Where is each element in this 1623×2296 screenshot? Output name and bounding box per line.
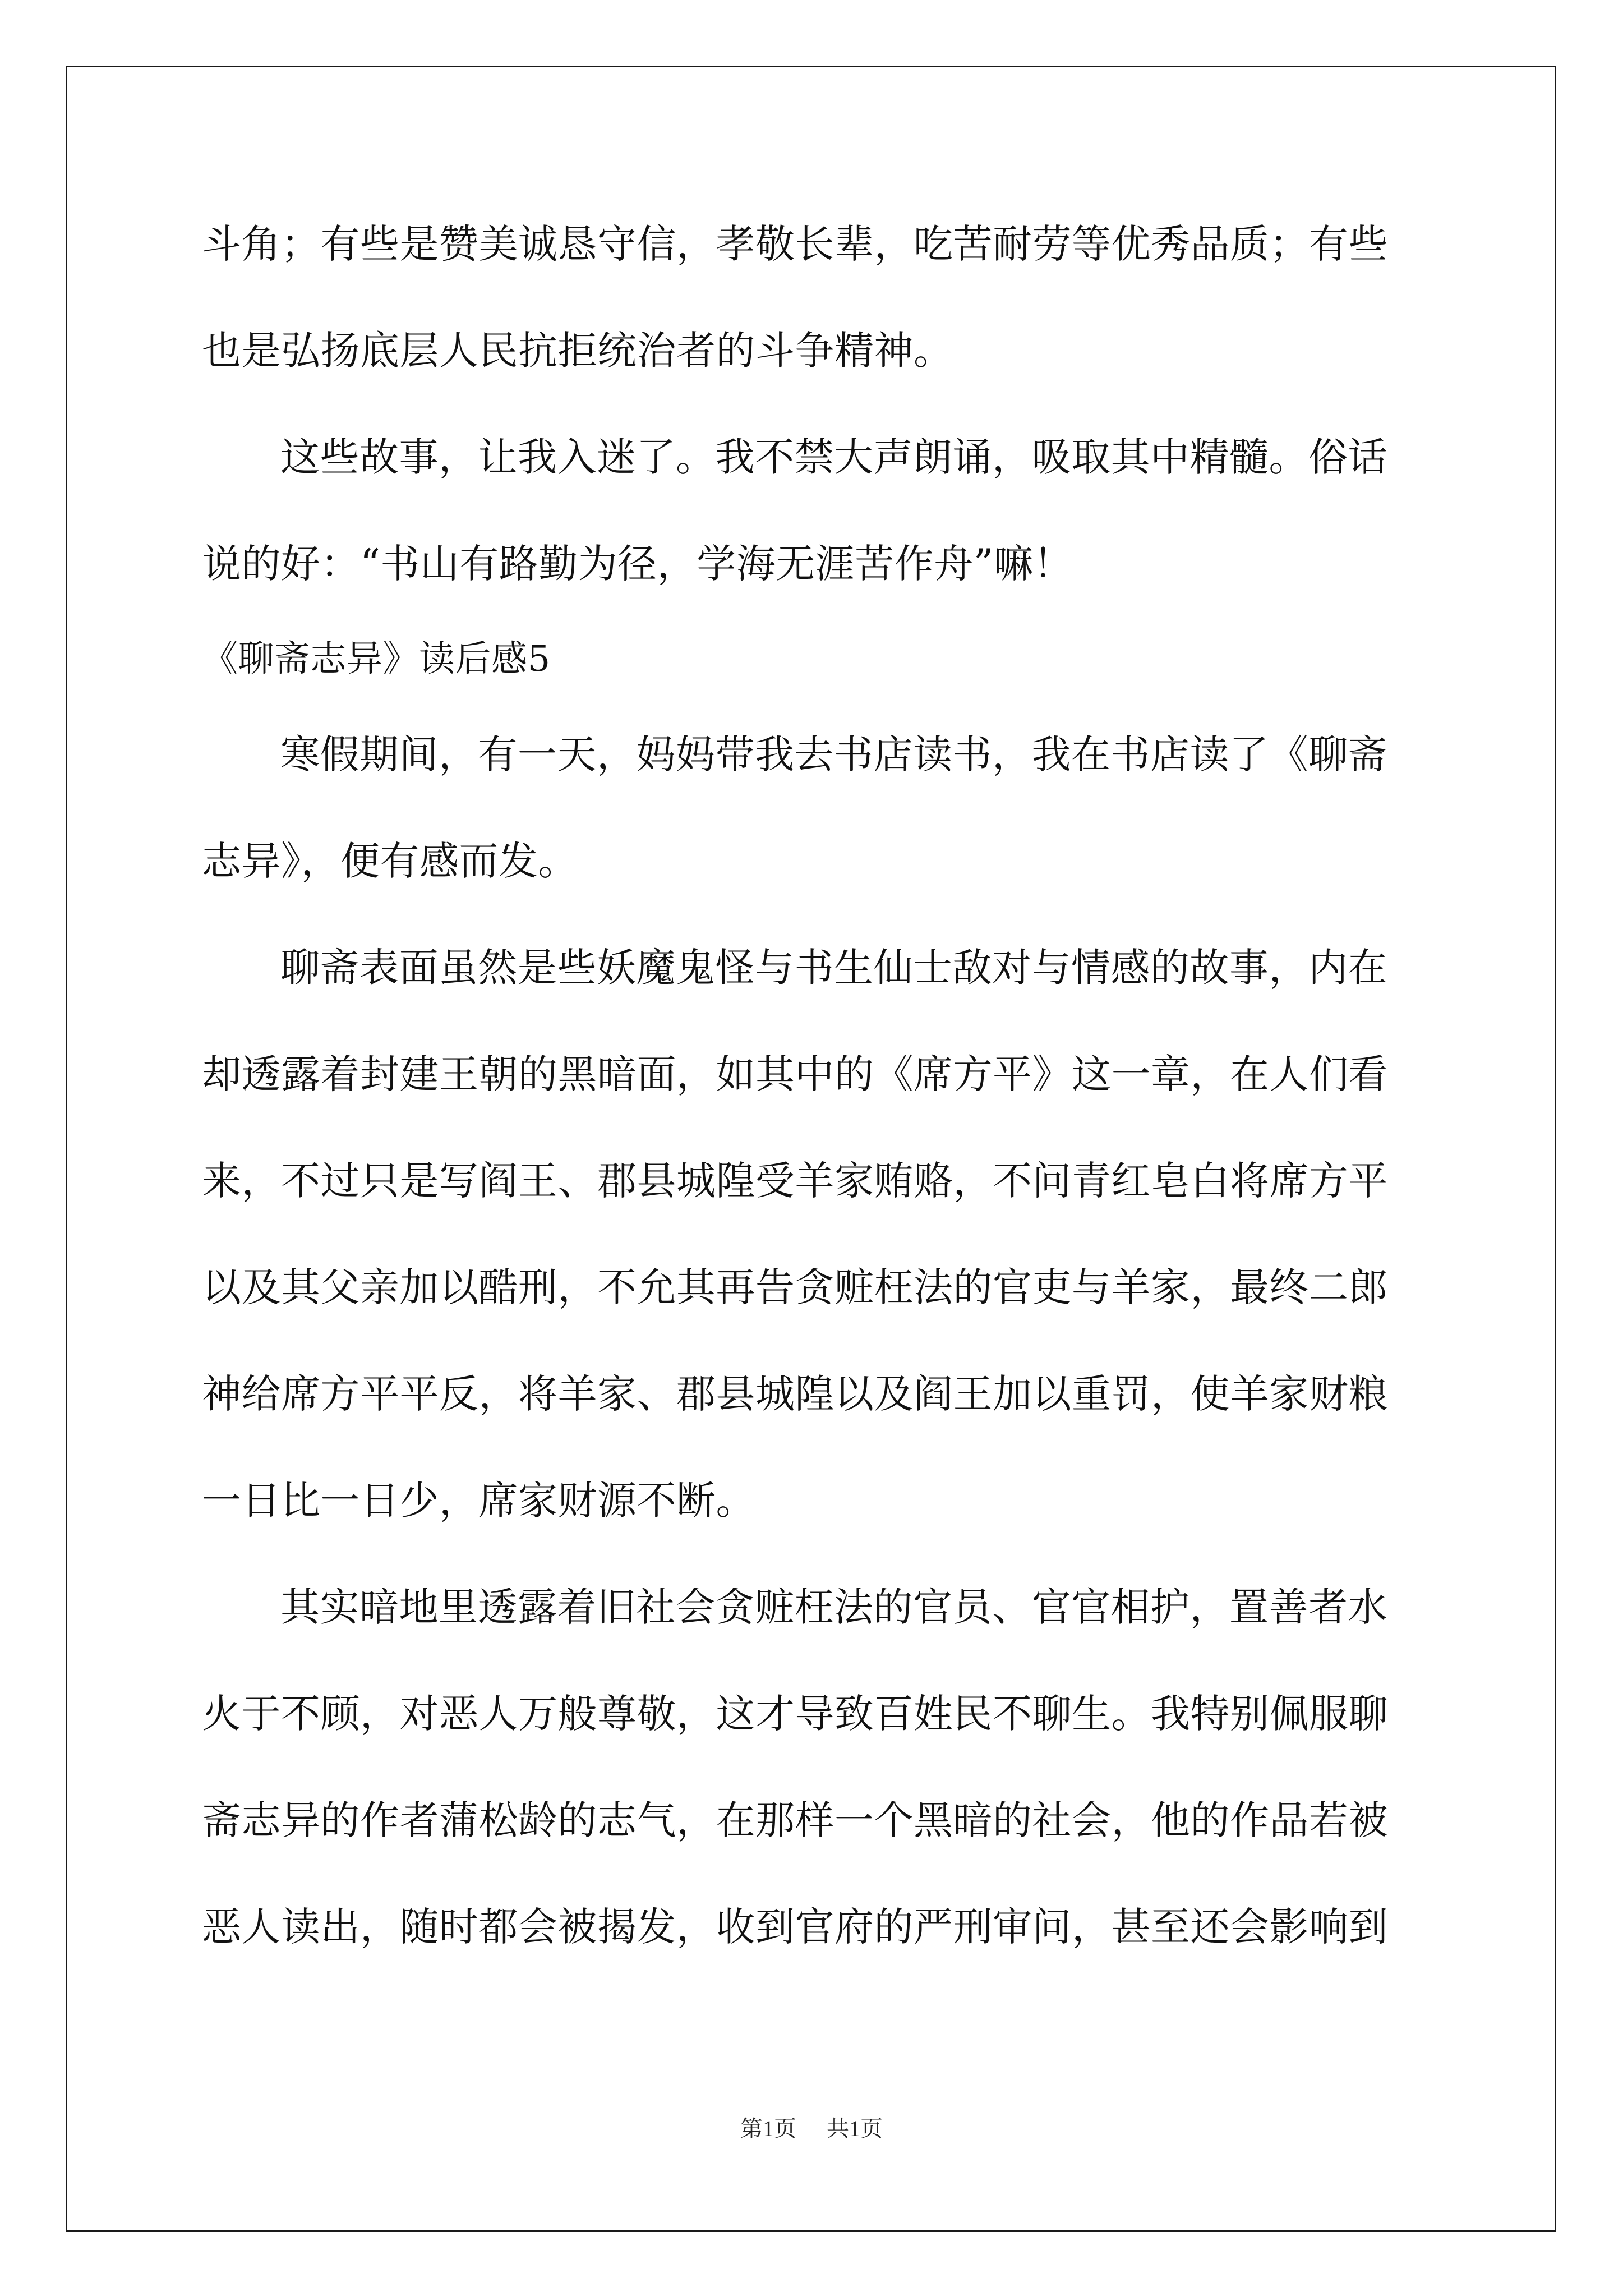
text-line: 以及其父亲加以酷刑，不允其再告贪赃枉法的官吏与羊家，最终二郎	[202, 1264, 1388, 1310]
page-footer	[0, 2112, 1623, 2146]
text-line: 斗角；有些是赞美诚恳守信，孝敬长辈，吃苦耐劳等优秀品质；有些	[202, 221, 1388, 267]
text-line: 来，不过只是写阎王、郡县城隍受羊家贿赂，不问青红皂白将席方平	[202, 1158, 1388, 1204]
text-line: 一日比一日少，席家财源不断。	[202, 1478, 755, 1524]
paragraph-first-line: 其实暗地里透露着旧社会贪赃枉法的官员、官官相护，置善者水	[280, 1584, 1387, 1630]
paragraph-first-line: 聊斋表面虽然是些妖魔鬼怪与书生仙士敌对与情感的故事，内在	[280, 945, 1387, 991]
text-line: 也是弘扬底层人民抗拒统治者的斗争精神。	[202, 328, 953, 374]
section-heading: 《聊斋志异》读后感5	[202, 638, 551, 680]
text-line: 说的好：“书山有路勤为径，学海无涯苦作舟”嘛！	[202, 541, 1073, 587]
text-line: 斋志异的作者蒲松龄的志气，在那样一个黑暗的社会，他的作品若被	[202, 1797, 1388, 1843]
text-line: 恶人读出，随时都会被揭发，收到官府的严刑审问，甚至还会影响到	[202, 1904, 1388, 1950]
text-line: 志异》，便有感而发。	[202, 838, 578, 884]
paragraph-first-line: 这些故事，让我入迷了。我不禁大声朗诵，吸取其中精髓。俗话	[280, 434, 1387, 480]
page-total: 共1页	[827, 2116, 883, 2141]
text-line: 神给席方平平反，将羊家、郡县城隍以及阎王加以重罚，使羊家财粮	[202, 1371, 1388, 1417]
page-number: 第1页	[740, 2116, 796, 2141]
text-line: 却透露着封建王朝的黑暗面，如其中的《席方平》这一章，在人们看	[202, 1051, 1388, 1097]
text-line: 火于不顾，对恶人万般尊敬，这才导致百姓民不聊生。我特别佩服聊	[202, 1691, 1388, 1737]
paragraph-first-line: 寒假期间，有一天，妈妈带我去书店读书，我在书店读了《聊斋	[280, 731, 1387, 777]
